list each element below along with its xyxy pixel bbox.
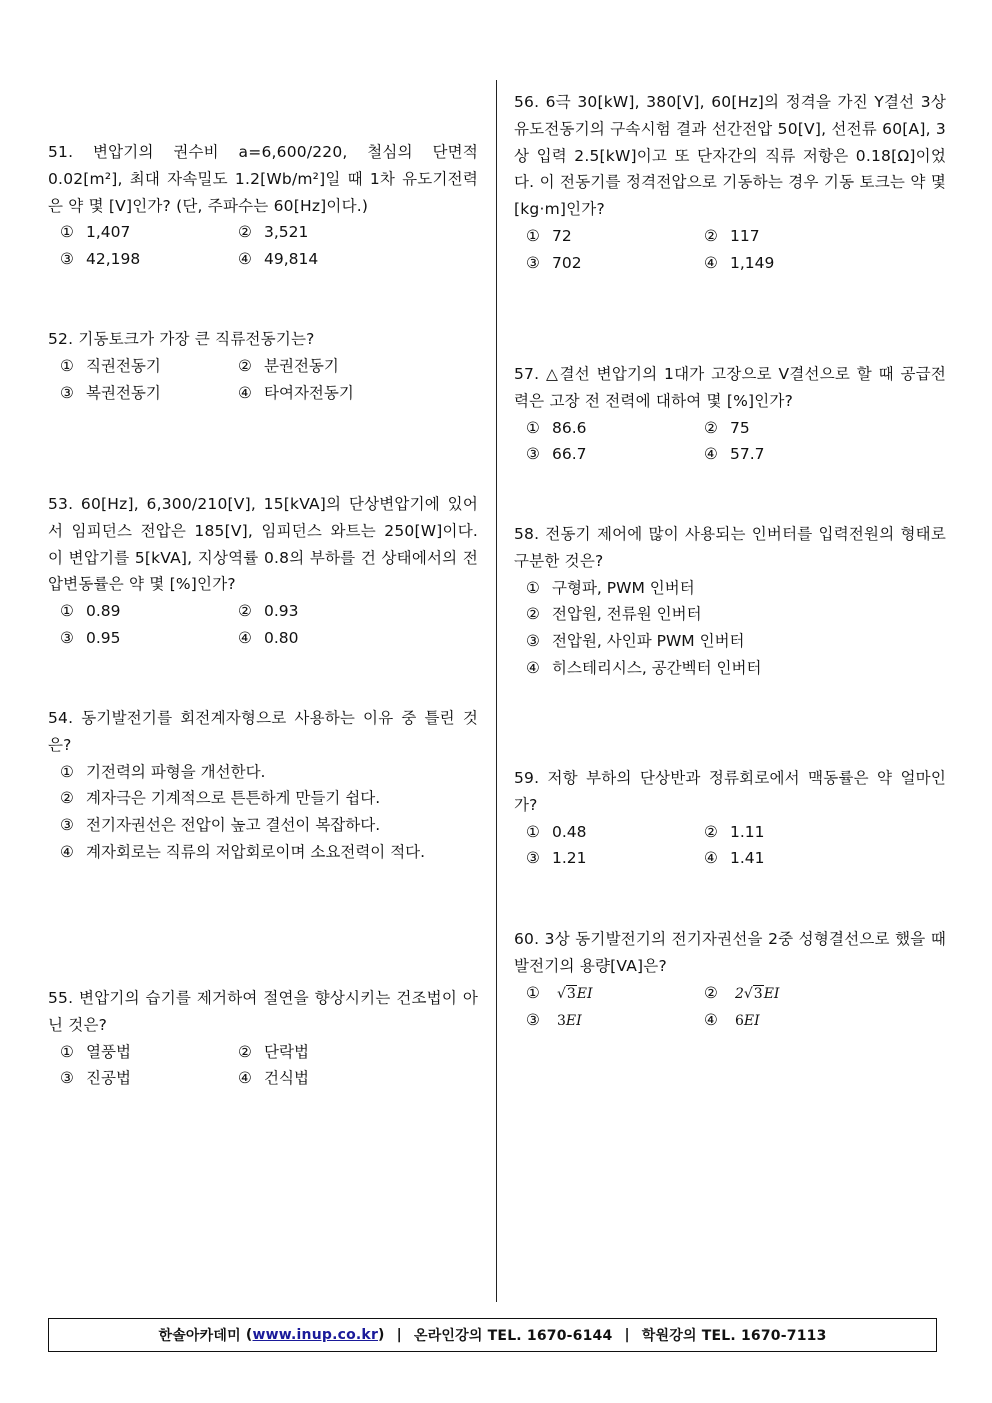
option-1[interactable]: ① 직권전동기 bbox=[60, 356, 161, 375]
footer-url-link[interactable]: www.inup.co.kr bbox=[252, 1327, 379, 1343]
formula-sqrt3-ei: √3EI bbox=[556, 985, 593, 1002]
option-4[interactable]: ④ 건식법 bbox=[238, 1069, 309, 1088]
column-divider bbox=[496, 80, 497, 1302]
option-3[interactable]: ③ 66.7 bbox=[526, 445, 587, 464]
question-58 bbox=[514, 521, 946, 682]
answer-options bbox=[514, 575, 946, 682]
question-stem: 54. 동기발전기를 회전계자형으로 사용하는 이유 중 틀린 것은? bbox=[48, 709, 478, 754]
question-stem: 51. 변압기의 권수비 a=6,600/220, 철심의 단면적 0.02[m²], 최대 자속밀도 1.2[Wb/m²]일 때 1차 유도기전력은 약 몇 [V]인가? (단, 주파수는 60[Hz]이다.) bbox=[48, 143, 478, 215]
answer-options bbox=[48, 219, 478, 273]
footer-separator: | bbox=[396, 1327, 402, 1343]
answer-options bbox=[514, 223, 946, 277]
option-1[interactable]: ① 기전력의 파형을 개선한다. bbox=[60, 762, 266, 781]
option-1[interactable]: ① 1,407 bbox=[60, 223, 131, 242]
option-3[interactable]: ③ 진공법 bbox=[60, 1069, 131, 1088]
question-51 bbox=[48, 139, 478, 273]
question-stem: 58. 전동기 제어에 많이 사용되는 인버터를 입력전원의 형태로 구분한 것은? bbox=[514, 525, 946, 570]
option-1[interactable]: ① 72 bbox=[526, 226, 572, 245]
question-55 bbox=[48, 985, 478, 1092]
footer-separator: | bbox=[624, 1327, 630, 1343]
question-stem: 52. 기동토크가 가장 큰 직류전동기는? bbox=[48, 330, 315, 348]
option-4[interactable]: ④ 6EI bbox=[704, 1011, 760, 1030]
question-54 bbox=[48, 705, 478, 866]
option-2[interactable]: ② 75 bbox=[704, 418, 750, 437]
option-2[interactable]: ② 2√3EI bbox=[704, 983, 780, 1002]
option-4[interactable]: ④ 49,814 bbox=[238, 250, 319, 269]
answer-options bbox=[48, 1039, 478, 1093]
option-4[interactable]: ④ 1,149 bbox=[704, 253, 775, 272]
option-1[interactable]: ① 열풍법 bbox=[60, 1042, 131, 1061]
option-3[interactable]: ③ 702 bbox=[526, 253, 582, 272]
answer-options bbox=[48, 353, 478, 407]
option-2[interactable]: ② 1.11 bbox=[704, 822, 765, 841]
answer-options bbox=[514, 819, 946, 873]
option-4[interactable]: ④ 1.41 bbox=[704, 849, 765, 868]
question-stem: 59. 저항 부하의 단상반과 정류회로에서 맥동률은 약 얼마인가? bbox=[514, 769, 946, 814]
option-2[interactable]: ② 0.93 bbox=[238, 602, 299, 621]
option-2[interactable]: ② 전압원, 전류원 인버터 bbox=[526, 605, 702, 624]
option-1[interactable]: ① 0.48 bbox=[526, 822, 587, 841]
option-3[interactable]: ③ 1.21 bbox=[526, 849, 587, 868]
option-2[interactable]: ② 분권전동기 bbox=[238, 356, 339, 375]
sqrt-sign: √ bbox=[743, 985, 753, 1002]
option-4[interactable]: ④ 57.7 bbox=[704, 445, 765, 464]
option-1[interactable]: ① √3EI bbox=[526, 983, 593, 1002]
question-stem: 56. 6극 30[kW], 380[V], 60[Hz]의 정격을 가진 Y결선 3상 유도전동기의 구속시험 결과 선간전압 50[V], 선전류 60[A], 3상 입력 2.5[kW]이고 또 단자간의 직류 저항은 0.18[Ω]이었다. 이 전동기를 정격전압으로 기동하는 경우 기동 토크는 약 몇 [kg·m]인가? bbox=[514, 93, 946, 219]
option-3[interactable]: ③ 전기자권선은 전압이 높고 결선이 복잡하다. bbox=[60, 816, 381, 835]
option-4[interactable]: ④ 계자회로는 직류의 저압회로이며 소요전력이 적다. bbox=[60, 842, 426, 861]
footer-brand: 한솔아카데미 bbox=[158, 1328, 241, 1344]
formula-2sqrt3-ei: 2√3EI bbox=[734, 985, 780, 1002]
question-57 bbox=[514, 361, 946, 468]
footer-bar: 한솔아카데미 ( www.inup.co.kr ) | 온라인강의 TEL. 1670-6144 | 학원강의 TEL. 1670-7113 bbox=[48, 1318, 937, 1352]
option-3[interactable]: ③ 0.95 bbox=[60, 628, 121, 647]
question-stem: 53. 60[Hz], 6,300/210[V], 15[kVA]의 단상변압기에 있어서 임피던스 전압은 185[V], 임피던스 와트는 250[W]이다. 이 변압기를 5[kVA], 지상역률 0.8의 부하를 건 상태에서의 전압변동률은 약 몇 [%]인가? bbox=[48, 495, 478, 594]
option-4[interactable]: ④ 타여자전동기 bbox=[238, 383, 354, 402]
option-4[interactable]: ④ 0.80 bbox=[238, 628, 299, 647]
question-52 bbox=[48, 326, 478, 406]
option-2[interactable]: ② 117 bbox=[704, 226, 760, 245]
question-60 bbox=[514, 926, 946, 1035]
option-3[interactable]: ③ 42,198 bbox=[60, 250, 141, 269]
footer-online-phone: 온라인강의 TEL. 1670-6144 bbox=[413, 1328, 613, 1344]
answer-options bbox=[48, 759, 478, 866]
option-3[interactable]: ③ 복권전동기 bbox=[60, 383, 161, 402]
option-3[interactable]: ③ 3EI bbox=[526, 1011, 582, 1030]
option-1[interactable]: ① 구형파, PWM 인버터 bbox=[526, 578, 695, 597]
formula-3ei: 3EI bbox=[556, 1013, 582, 1030]
question-stem: 55. 변압기의 습기를 제거하여 절연을 향상시키는 건조법이 아닌 것은? bbox=[48, 989, 478, 1034]
option-2[interactable]: ② 계자극은 기계적으로 튼튼하게 만들기 쉽다. bbox=[60, 789, 381, 808]
answer-options bbox=[514, 415, 946, 469]
sqrt-sign: √ bbox=[556, 985, 566, 1002]
footer-academy-phone: 학원강의 TEL. 1670-7113 bbox=[641, 1328, 827, 1344]
question-stem: 60. 3상 동기발전기의 전기자권선을 2중 성형결선으로 했을 때 발전기의 용량[VA]은? bbox=[514, 930, 946, 975]
formula-6ei: 6EI bbox=[734, 1013, 760, 1030]
option-1[interactable]: ① 0.89 bbox=[60, 602, 121, 621]
answer-options bbox=[514, 980, 946, 1036]
option-2[interactable]: ② 단락법 bbox=[238, 1042, 309, 1061]
answer-options bbox=[48, 598, 478, 652]
option-4[interactable]: ④ 히스테리시스, 공간벡터 인버터 bbox=[526, 658, 762, 677]
question-stem: 57. △결선 변압기의 1대가 고장으로 V결선으로 할 때 공급전력은 고장 전 전력에 대하여 몇 [%]인가? bbox=[514, 365, 946, 410]
option-3[interactable]: ③ 전압원, 사인파 PWM 인버터 bbox=[526, 632, 745, 651]
question-59 bbox=[514, 765, 946, 872]
option-1[interactable]: ① 86.6 bbox=[526, 418, 587, 437]
option-2[interactable]: ② 3,521 bbox=[238, 223, 309, 242]
question-53 bbox=[48, 491, 478, 652]
question-56 bbox=[514, 89, 946, 277]
